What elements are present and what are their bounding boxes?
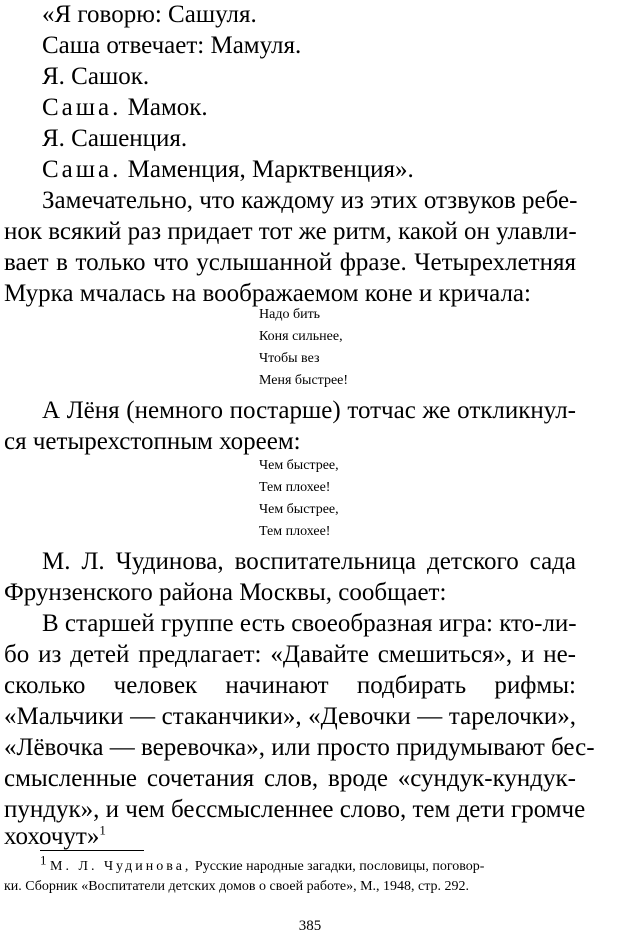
footnote-text: Русские народные загадки, пословицы, поговор- (194, 859, 485, 874)
footnote-line-1 (40, 852, 485, 876)
footnote-author: М. Л. Чудинова, (50, 859, 192, 874)
paragraph-line: ся четырехстопным хореем: (4, 428, 301, 455)
paragraph-line: М. Л. Чудинова, воспитательница детского сада (42, 548, 576, 575)
dialogue-text: Мамок. (127, 94, 208, 121)
verse-line: Чем быстрее, (259, 502, 339, 517)
paragraph-line: Мурка мчалась на воображаемом коне и кричала: (4, 280, 531, 307)
dialogue-line-1: «Я говорю: Сашуля. (42, 1, 257, 28)
verse-line: Тем плохее! (259, 480, 331, 495)
paragraph-line: А Лёня (немного постарше) тотчас же откликнул- (42, 397, 576, 424)
dialogue-line-4 (42, 93, 208, 123)
footnote-line-2: ки. Сборник «Воспитатели детских домов о своей работе», М., 1948, стр. 292. (4, 879, 470, 894)
paragraph-line: В старшей группе есть своеобразная игра: кто-ли- (42, 610, 577, 637)
dialogue-line-2: Саша отвечает: Мамуля. (42, 32, 302, 59)
paragraph-line: «Мальчики — стаканчики», «Девочки — тарелочки», (4, 703, 576, 730)
paragraph-line: нок всякий раз придает тот же ритм, какой он улавли- (4, 218, 577, 245)
page-number: 385 (298, 918, 322, 934)
dialogue-line-5: Я. Сашенция. (42, 125, 188, 152)
paragraph-line: пундук», и чем бессмысленнее слово, тем дети громче (4, 796, 586, 823)
paragraph-line: смысленные сочетания слов, вроде «сундук-кундук- (4, 765, 576, 792)
footnote-reference: 1 (99, 822, 106, 838)
paragraph-line: бо из детей предлагает: «Давайте смешиться», и не- (4, 641, 576, 668)
dialogue-text: Маменция, Марктвенция». (127, 156, 414, 183)
speaker-name: Саша. (42, 94, 122, 121)
speaker-name: Саша. (42, 156, 122, 183)
paragraph-line: сколько человек начинают подбирать рифмы: (4, 672, 576, 699)
verse-line: Меня быстрее! (259, 373, 349, 388)
footnote-marker: 1 (40, 852, 47, 868)
verse-line: Чтобы вез (259, 351, 320, 366)
verse-line: Надо бить (259, 307, 321, 322)
footnote-divider (40, 850, 144, 851)
paragraph-line: Замечательно, что каждому из этих отзвуков ребе- (42, 187, 578, 214)
paragraph-line: Фрунзенского района Москвы, сообщает: (4, 579, 447, 606)
dialogue-line-6 (42, 155, 414, 185)
verse-line: Коня сильнее, (259, 329, 343, 344)
verse-line: Тем плохее! (259, 524, 331, 539)
paragraph-line: «Лёвочка — веревочка», или просто придумывают бес- (4, 734, 595, 761)
paragraph-line: вает в только что услышанной фразе. Четырехлетняя (4, 249, 576, 276)
paragraph-text: хохочут» (4, 823, 100, 850)
verse-line: Чем быстрее, (259, 458, 339, 473)
paragraph-last-line (4, 822, 106, 852)
dialogue-line-3: Я. Сашок. (42, 63, 150, 90)
